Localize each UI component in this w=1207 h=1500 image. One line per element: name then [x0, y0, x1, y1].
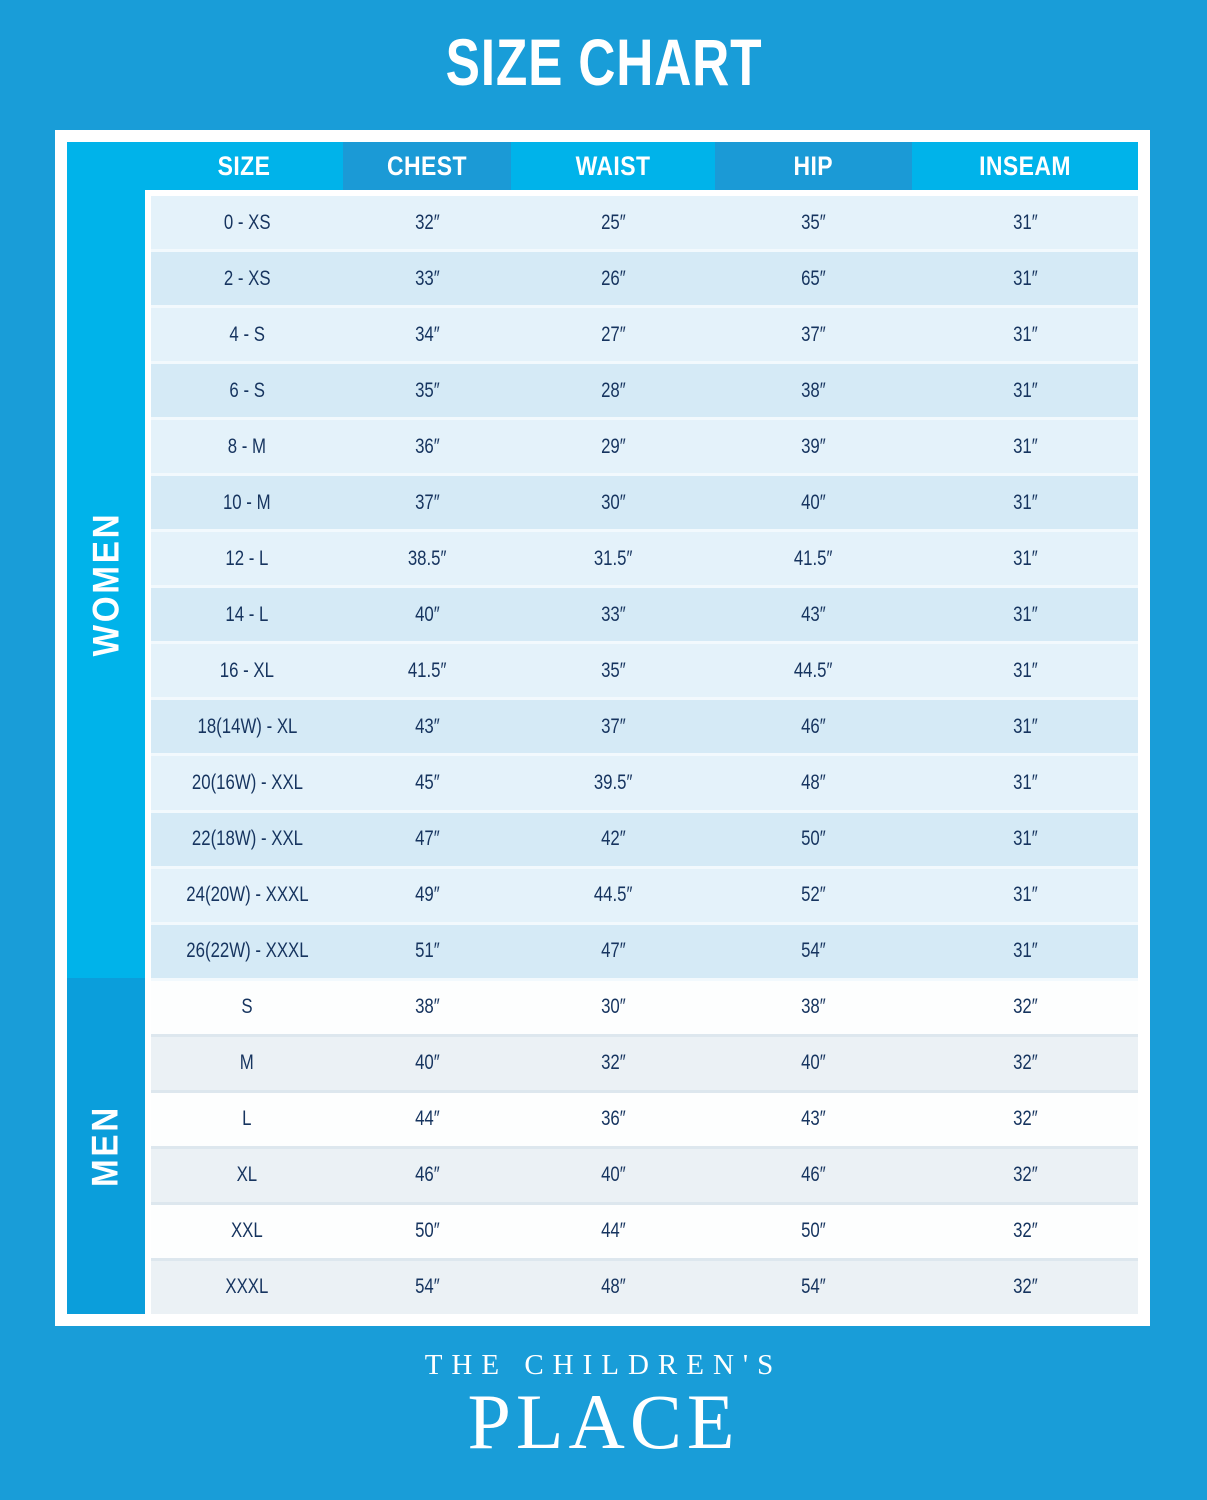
measurement-cell [343, 1205, 511, 1258]
cell-text: 36″ [600, 1107, 626, 1131]
cell-text: 44″ [600, 1219, 626, 1243]
measurement-cell [715, 1205, 912, 1258]
measurement-cell [511, 1261, 715, 1314]
header-cell-chest [343, 142, 511, 190]
cell-text: 25″ [600, 210, 626, 234]
cell-text: 31″ [1012, 490, 1038, 514]
women-section-label: WOMEN [85, 511, 126, 657]
section-sidebar [67, 190, 145, 1314]
cell-text: 44.5″ [593, 883, 633, 907]
header-cell-waist [511, 142, 715, 190]
measurement-cell [912, 588, 1138, 641]
table-row [151, 1149, 1138, 1205]
cell-text: 35″ [801, 210, 826, 234]
size-cell [151, 1205, 343, 1258]
cell-text: 12 - L [225, 546, 269, 570]
cell-text: 32″ [414, 210, 440, 234]
cell-text: 38″ [801, 378, 826, 402]
measurement-cell [511, 1037, 715, 1090]
table-row [151, 700, 1138, 756]
cell-text: 43″ [801, 1107, 826, 1131]
measurement-cell [511, 644, 715, 697]
measurement-cell [511, 1093, 715, 1146]
cell-text: 50″ [801, 827, 826, 851]
measurement-cell [511, 813, 715, 866]
cell-text: 54″ [414, 1275, 440, 1299]
table-body [67, 190, 1138, 1314]
cell-text: XXXL [225, 1275, 269, 1299]
table-row [151, 420, 1138, 476]
measurement-cell [715, 252, 912, 305]
cell-text: 50″ [801, 1219, 826, 1243]
cell-text: 35″ [600, 658, 626, 682]
cell-text: 31″ [1012, 658, 1038, 682]
men-section-label: MEN [85, 1104, 127, 1188]
measurement-cell [343, 1261, 511, 1314]
cell-text: 38.5″ [407, 546, 447, 570]
cell-text: 2 - XS [223, 266, 271, 290]
brand-logo [0, 1348, 1207, 1465]
cell-text: 48″ [600, 1275, 626, 1299]
cell-text: 31″ [1012, 378, 1038, 402]
measurement-cell [343, 588, 511, 641]
size-cell [151, 364, 343, 417]
size-cell [151, 476, 343, 529]
cell-text: 26(22W) - XXXL [185, 939, 309, 963]
cell-text: 44″ [414, 1107, 440, 1131]
cell-text: XXL [231, 1219, 263, 1243]
measurement-cell [912, 925, 1138, 978]
measurement-cell [912, 813, 1138, 866]
cell-text: 44.5″ [794, 658, 833, 682]
measurement-cell [715, 1261, 912, 1314]
cell-text: 43″ [801, 602, 826, 626]
measurement-cell [912, 644, 1138, 697]
measurement-cell [912, 1037, 1138, 1090]
size-cell [151, 813, 343, 866]
cell-text: 18(14W) - XL [197, 714, 297, 738]
measurement-cell [511, 476, 715, 529]
measurement-cell [912, 1261, 1138, 1314]
table-row [151, 196, 1138, 252]
cell-text: 22(18W) - XXL [191, 827, 303, 851]
header-label-hip: HIP [793, 150, 834, 181]
header-label-inseam: INSEAM [979, 150, 1071, 181]
measurement-cell [343, 1093, 511, 1146]
measurement-cell [715, 532, 912, 585]
size-chart-frame [55, 130, 1150, 1326]
measurement-cell [912, 252, 1138, 305]
measurement-cell [912, 1149, 1138, 1202]
measurement-cell [511, 196, 715, 249]
table-row [151, 1261, 1138, 1314]
measurement-cell [511, 1149, 715, 1202]
header-label-chest: CHEST [387, 150, 467, 181]
cell-text: 0 - XS [223, 210, 271, 234]
measurement-cell [715, 981, 912, 1034]
cell-text: 46″ [801, 1163, 826, 1187]
measurement-cell [715, 1149, 912, 1202]
measurement-cell [511, 588, 715, 641]
header-cell-size [145, 142, 343, 190]
cell-text: 36″ [414, 434, 440, 458]
table-row [151, 364, 1138, 420]
cell-text: 29″ [600, 434, 626, 458]
size-cell [151, 1149, 343, 1202]
measurement-cell [511, 756, 715, 809]
cell-text: 42″ [600, 827, 626, 851]
measurement-cell [715, 644, 912, 697]
measurement-cell [912, 756, 1138, 809]
table-rows [151, 196, 1138, 1314]
measurement-cell [912, 196, 1138, 249]
cell-text: 46″ [414, 1163, 440, 1187]
women-section-band [67, 190, 145, 978]
size-cell [151, 869, 343, 922]
measurement-cell [511, 869, 715, 922]
cell-text: 33″ [414, 266, 440, 290]
cell-text: 20(16W) - XXL [191, 770, 303, 794]
cell-text: 32″ [1012, 995, 1038, 1019]
size-cell [151, 420, 343, 473]
table-row [151, 981, 1138, 1037]
measurement-cell [715, 700, 912, 753]
table-row [151, 813, 1138, 869]
cell-text: 31″ [1012, 210, 1038, 234]
cell-text: 31″ [1012, 883, 1038, 907]
size-cell [151, 644, 343, 697]
measurement-cell [343, 420, 511, 473]
cell-text: S [241, 995, 253, 1019]
size-cell [151, 532, 343, 585]
cell-text: 31″ [1012, 266, 1038, 290]
size-cell [151, 1037, 343, 1090]
cell-text: 40″ [414, 1051, 440, 1075]
measurement-cell [511, 532, 715, 585]
cell-text: 27″ [600, 322, 626, 346]
measurement-cell [343, 1149, 511, 1202]
measurement-cell [715, 196, 912, 249]
table-row [151, 925, 1138, 981]
cell-text: 38″ [414, 995, 440, 1019]
cell-text: 54″ [801, 1275, 826, 1299]
cell-text: 32″ [1012, 1107, 1038, 1131]
cell-text: 51″ [414, 939, 440, 963]
cell-text: 31″ [1012, 827, 1038, 851]
cell-text: 49″ [414, 883, 440, 907]
measurement-cell [343, 925, 511, 978]
cell-text: 37″ [414, 490, 440, 514]
size-cell [151, 1093, 343, 1146]
measurement-cell [343, 644, 511, 697]
size-cell [151, 1261, 343, 1314]
cell-text: 30″ [600, 490, 626, 514]
measurement-cell [715, 925, 912, 978]
size-cell [151, 196, 343, 249]
brand-logo-top-line: THE CHILDREN'S [424, 1349, 783, 1381]
cell-text: 26″ [600, 266, 626, 290]
cell-text: 16 - XL [219, 658, 275, 682]
cell-text: 37″ [600, 714, 626, 738]
cell-text: 40″ [600, 1163, 626, 1187]
size-cell [151, 925, 343, 978]
cell-text: 50″ [414, 1219, 440, 1243]
cell-text: 8 - M [227, 434, 267, 458]
measurement-cell [715, 420, 912, 473]
table-row [151, 869, 1138, 925]
header-cell-inseam [912, 142, 1138, 190]
cell-text: 39″ [801, 434, 826, 458]
measurement-cell [343, 532, 511, 585]
cell-text: 30″ [600, 995, 626, 1019]
cell-text: 52″ [801, 883, 826, 907]
size-chart-inner [67, 142, 1138, 1314]
measurement-cell [343, 1037, 511, 1090]
cell-text: 24(20W) - XXXL [185, 883, 309, 907]
size-cell [151, 700, 343, 753]
measurement-cell [912, 364, 1138, 417]
measurement-cell [715, 869, 912, 922]
measurement-cell [715, 1037, 912, 1090]
measurement-cell [343, 252, 511, 305]
men-section-band [67, 978, 145, 1314]
cell-text: 47″ [600, 939, 626, 963]
measurement-cell [715, 364, 912, 417]
measurement-cell [511, 364, 715, 417]
cell-text: 41.5″ [407, 658, 447, 682]
size-cell [151, 588, 343, 641]
cell-text: 31″ [1012, 322, 1038, 346]
cell-text: 31″ [1012, 939, 1038, 963]
size-cell [151, 981, 343, 1034]
cell-text: 28″ [600, 378, 626, 402]
cell-text: 40″ [801, 490, 826, 514]
measurement-cell [912, 869, 1138, 922]
measurement-cell [511, 420, 715, 473]
cell-text: 48″ [801, 770, 826, 794]
cell-text: 38″ [801, 995, 826, 1019]
page-title-text: SIZE CHART [445, 25, 762, 99]
cell-text: 6 - S [229, 378, 265, 402]
page-title [0, 26, 1207, 99]
cell-text: 32″ [1012, 1219, 1038, 1243]
cell-text: 14 - L [225, 602, 269, 626]
cell-text: 32″ [1012, 1051, 1038, 1075]
cell-text: M [240, 1051, 254, 1075]
cell-text: 65″ [801, 266, 826, 290]
measurement-cell [912, 981, 1138, 1034]
measurement-cell [912, 420, 1138, 473]
measurement-cell [511, 252, 715, 305]
table-row [151, 252, 1138, 308]
measurement-cell [912, 532, 1138, 585]
cell-text: 40″ [414, 602, 440, 626]
cell-text: 41.5″ [794, 546, 833, 570]
measurement-cell [343, 869, 511, 922]
measurement-cell [912, 1205, 1138, 1258]
cell-text: 31″ [1012, 546, 1038, 570]
table-header-row [67, 142, 1138, 190]
size-cell [151, 252, 343, 305]
size-cell [151, 308, 343, 361]
cell-text: 54″ [801, 939, 826, 963]
cell-text: 39.5″ [593, 770, 633, 794]
cell-text: XL [236, 1163, 258, 1187]
measurement-cell [343, 476, 511, 529]
cell-text: 46″ [801, 714, 826, 738]
measurement-cell [511, 1205, 715, 1258]
cell-text: 31″ [1012, 434, 1038, 458]
cell-text: 37″ [801, 322, 826, 346]
measurement-cell [912, 308, 1138, 361]
cell-text: 31″ [1012, 602, 1038, 626]
brand-logo-bottom-line: PLACE [467, 1377, 740, 1465]
cell-text: 34″ [414, 322, 440, 346]
table-row [151, 1037, 1138, 1093]
cell-text: 32″ [1012, 1163, 1038, 1187]
table-row [151, 1093, 1138, 1149]
measurement-cell [715, 1093, 912, 1146]
measurement-cell [343, 756, 511, 809]
cell-text: 31.5″ [593, 546, 633, 570]
measurement-cell [715, 813, 912, 866]
size-cell [151, 756, 343, 809]
table-row [151, 308, 1138, 364]
measurement-cell [343, 981, 511, 1034]
table-row [151, 644, 1138, 700]
measurement-cell [511, 700, 715, 753]
measurement-cell [343, 700, 511, 753]
header-label-size: SIZE [217, 150, 271, 181]
cell-text: 40″ [801, 1051, 826, 1075]
measurement-cell [715, 588, 912, 641]
table-row [151, 588, 1138, 644]
cell-text: L [242, 1107, 252, 1131]
measurement-cell [715, 308, 912, 361]
measurement-cell [343, 196, 511, 249]
measurement-cell [912, 476, 1138, 529]
cell-text: 43″ [414, 714, 440, 738]
cell-text: 47″ [414, 827, 440, 851]
cell-text: 10 - M [223, 490, 271, 514]
measurement-cell [343, 364, 511, 417]
measurement-cell [511, 981, 715, 1034]
measurement-cell [511, 925, 715, 978]
header-cell-hip [715, 142, 912, 190]
table-row [151, 476, 1138, 532]
table-row [151, 1205, 1138, 1261]
cell-text: 4 - S [229, 322, 265, 346]
header-corner-cell [67, 142, 145, 190]
cell-text: 45″ [414, 770, 440, 794]
cell-text: 35″ [414, 378, 440, 402]
measurement-cell [511, 308, 715, 361]
measurement-cell [715, 756, 912, 809]
table-row [151, 532, 1138, 588]
cell-text: 32″ [600, 1051, 626, 1075]
cell-text: 31″ [1012, 770, 1038, 794]
measurement-cell [912, 700, 1138, 753]
measurement-cell [912, 1093, 1138, 1146]
table-row [151, 756, 1138, 812]
header-label-waist: WAIST [575, 150, 651, 181]
measurement-cell [343, 813, 511, 866]
cell-text: 32″ [1012, 1275, 1038, 1299]
cell-text: 33″ [600, 602, 626, 626]
measurement-cell [715, 476, 912, 529]
measurement-cell [343, 308, 511, 361]
cell-text: 31″ [1012, 714, 1038, 738]
